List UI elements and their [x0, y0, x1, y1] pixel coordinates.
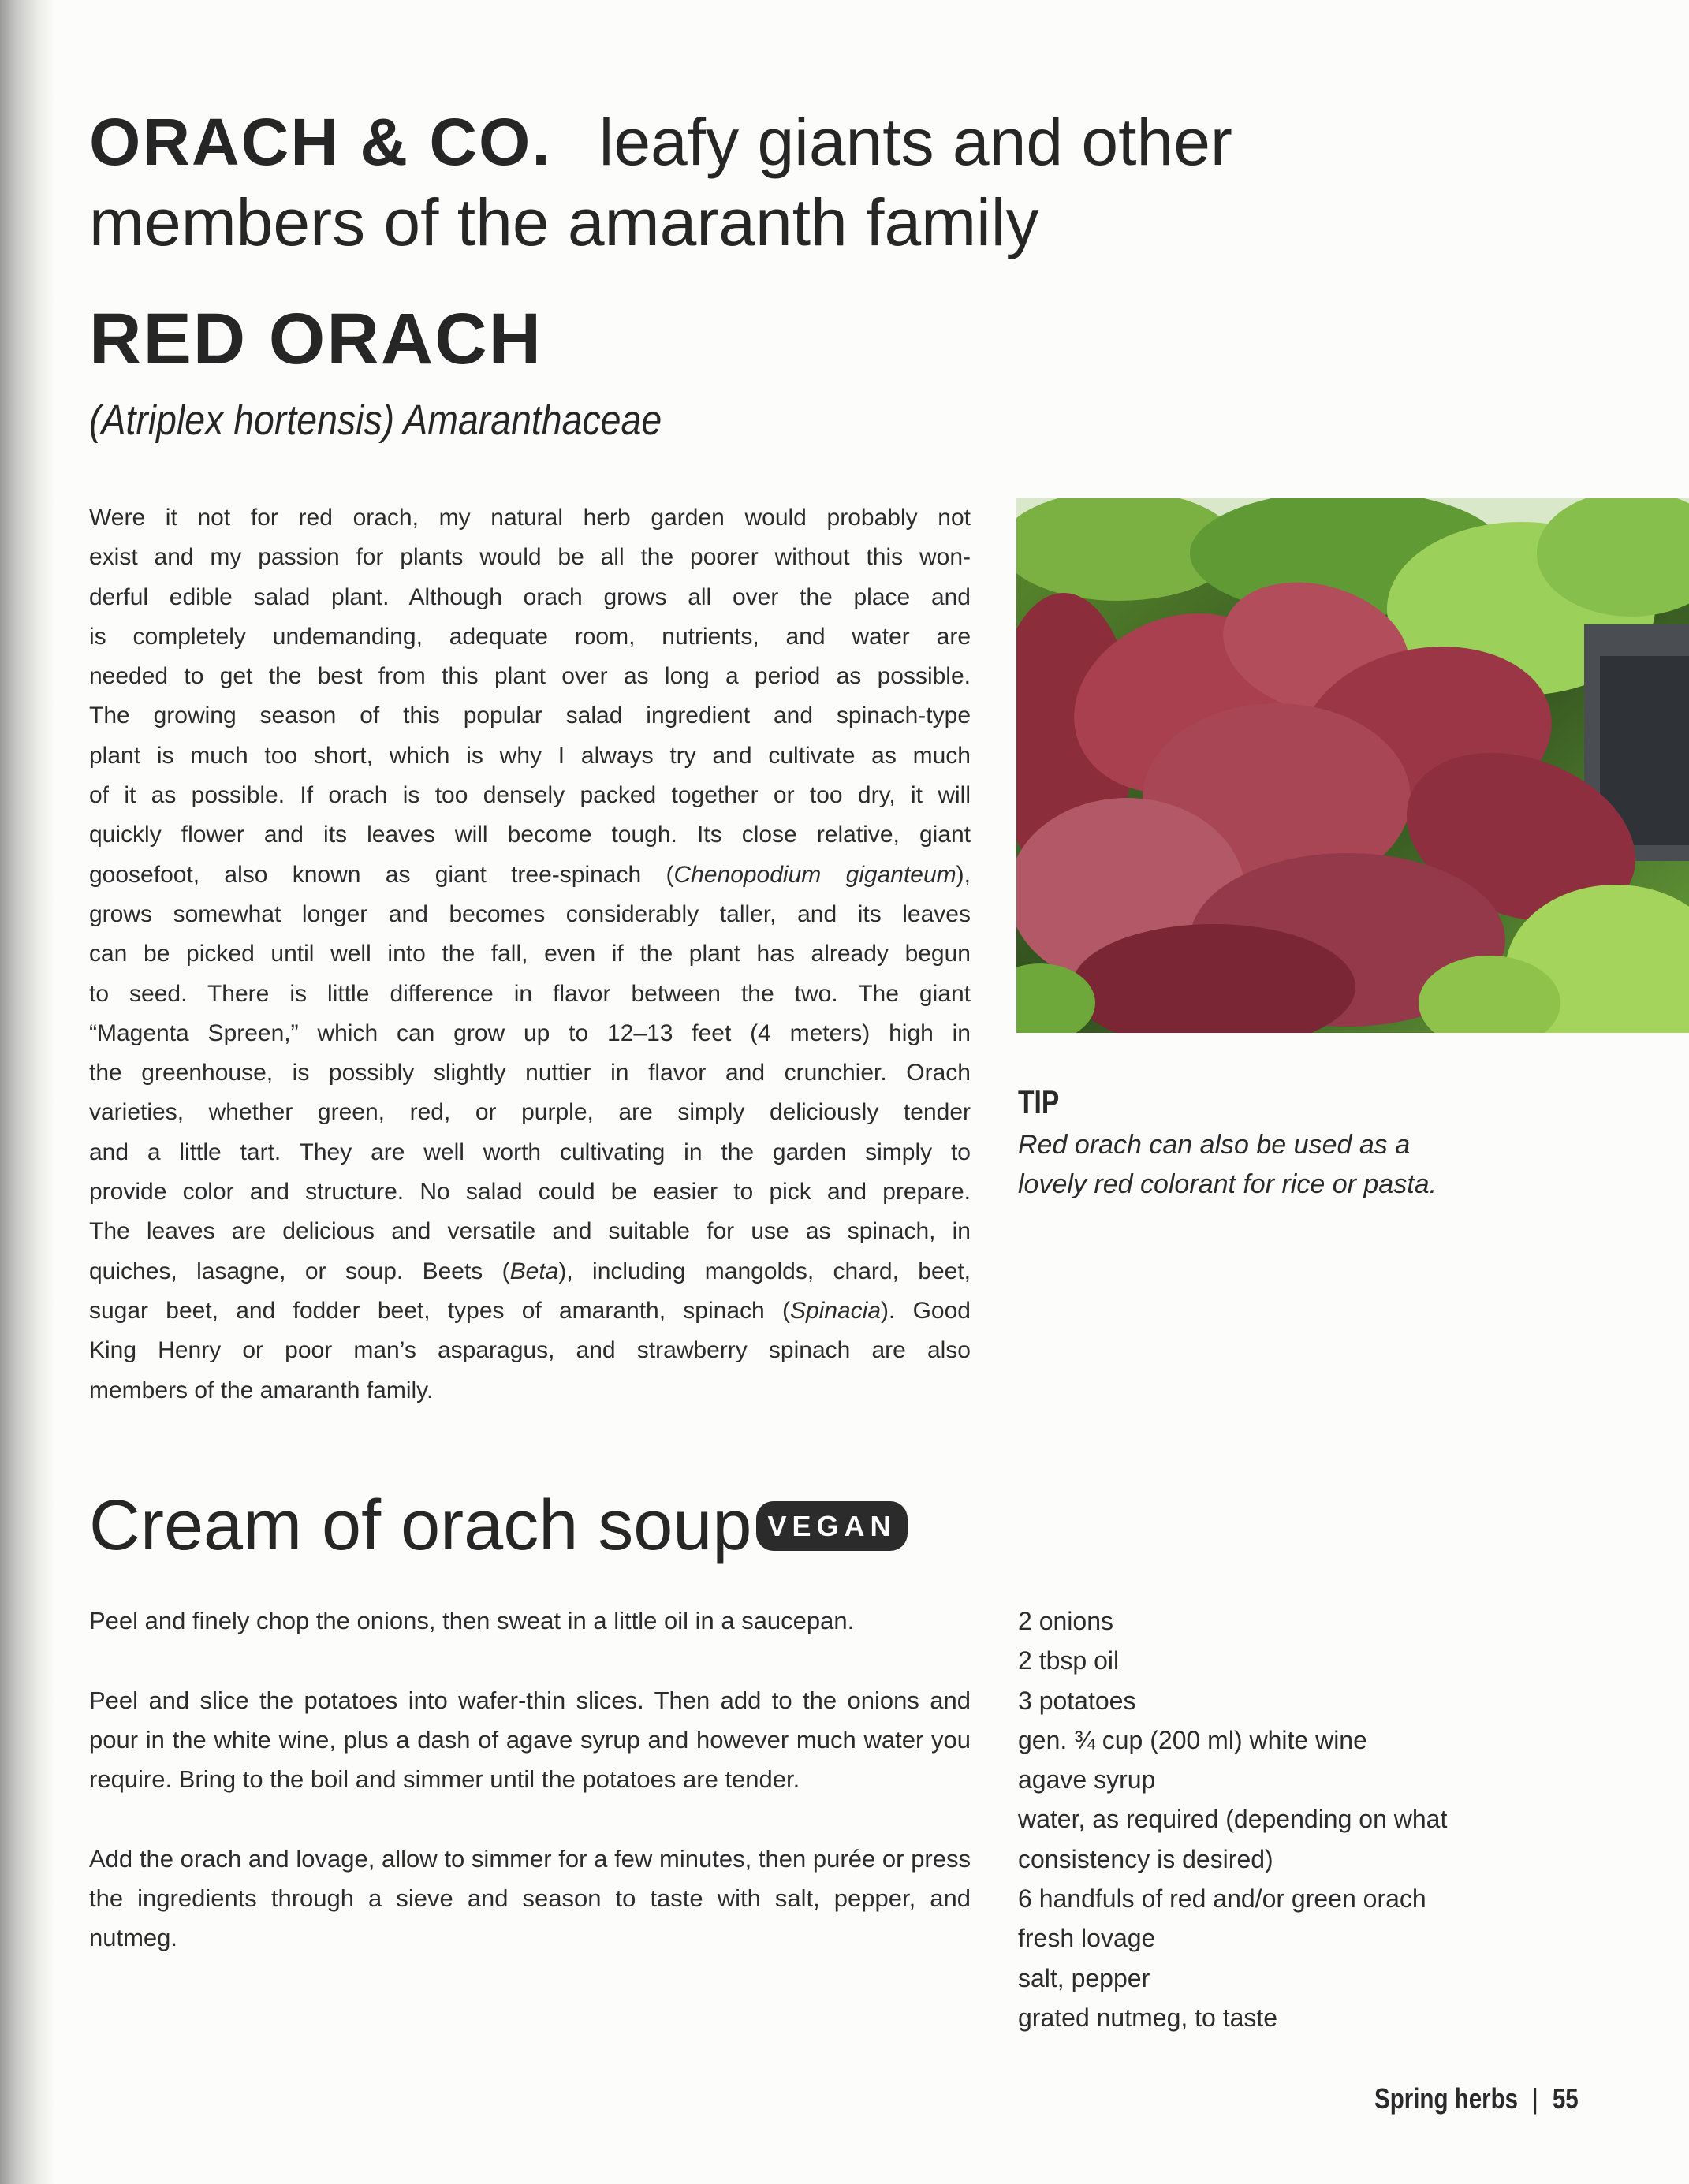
- tip-heading: TIP: [1018, 1083, 1060, 1120]
- body-text: sugar beet, and fodder beet, types of amaranth, spinach (: [89, 1297, 790, 1324]
- chapter-title-bold: ORACH & CO.: [89, 105, 552, 179]
- footer-section: Spring herbs: [1374, 2082, 1519, 2115]
- body-line: [89, 1133, 971, 1172]
- chapter-title-rest: leafy giants and other: [598, 105, 1232, 179]
- body-text: of it as possible. If orach is too densely packed together or too dry, it will: [89, 782, 971, 809]
- body-line: [89, 1371, 971, 1411]
- ingredient-item: 3 potatoes: [1018, 1686, 1136, 1715]
- recipe-title: Cream of orach soup: [89, 1486, 752, 1565]
- body-line: [89, 657, 971, 696]
- body-line: [89, 1053, 971, 1093]
- ingredient-item: consistency is desired): [1018, 1844, 1273, 1873]
- ingredient-item: gen. ¾ cup (200 ml) white wine: [1018, 1725, 1367, 1754]
- ingredient-item: salt, pepper: [1018, 1963, 1150, 1992]
- body-line: [89, 1212, 971, 1251]
- ingredient-item: 2 tbsp oil: [1018, 1646, 1120, 1675]
- chapter-title: [89, 102, 1232, 181]
- body-text: The growing season of this popular salad ingredient and spinach-type: [89, 703, 971, 729]
- body-text: exist and my passion for plants would be all the poorer without this won-: [89, 544, 971, 571]
- body-line: [89, 776, 971, 815]
- body-text: quiches, lasagne, or soup. Beets (: [89, 1258, 510, 1284]
- body-line: [89, 1172, 971, 1212]
- ingredient-list: [1018, 1601, 1447, 2037]
- chapter-title-line2: members of the amaranth family: [89, 185, 1039, 259]
- body-line: [89, 895, 971, 934]
- body-line: [89, 1331, 971, 1370]
- body-line: [89, 1252, 971, 1291]
- italic-term: Chenopodium giganteum: [673, 861, 956, 888]
- body-text: varieties, whether green, red, or purple, are simply deliciously tender: [89, 1099, 971, 1126]
- body-text: and a little tart. They are well worth cultivating in the garden simply to: [89, 1139, 971, 1165]
- body-line: [89, 736, 971, 776]
- body-text: grows somewhat longer and becomes considerably taller, and its leaves: [89, 900, 971, 927]
- body-text: quickly flower and its leaves will become tough. Its close relative, giant: [89, 822, 971, 848]
- body-line: [89, 1014, 971, 1053]
- vegan-badge: VEGAN: [756, 1501, 908, 1551]
- body-line: [89, 578, 971, 617]
- body-line: [89, 855, 971, 895]
- body-text: the greenhouse, is possibly slightly nuttier in flavor and crunchier. Orach: [89, 1060, 971, 1086]
- ingredient-item: 2 onions: [1018, 1607, 1113, 1635]
- plant-description: [89, 498, 971, 1411]
- page-number: 55: [1552, 2082, 1579, 2115]
- body-text: ),: [956, 861, 971, 888]
- method-step: Add the orach and lovage, allow to simmer for a few minutes, then purée or press the ingredients through a sieve and season to taste with salt, pepper, and nutmeg.: [89, 1844, 971, 1952]
- body-text: ), including mangolds, chard, beet,: [558, 1258, 971, 1284]
- recipe-method: [89, 1601, 971, 1998]
- body-text: can be picked until well into the fall, even if the plant has already begun: [89, 941, 971, 967]
- plant-heading: RED ORACH: [89, 299, 543, 379]
- body-text: plant is much too short, which is why I always try and cultivate as much: [89, 742, 971, 769]
- body-line: [89, 934, 971, 974]
- body-line: [89, 975, 971, 1014]
- body-line: [89, 538, 971, 577]
- body-text: goosefoot, also known as giant tree-spinach (: [89, 861, 674, 888]
- body-line: [89, 617, 971, 657]
- body-line: [89, 1093, 971, 1132]
- body-line: [89, 498, 971, 538]
- tip-line: lovely red colorant for rice or pasta.: [1018, 1168, 1437, 1199]
- footer-separator: |: [1532, 2082, 1538, 2115]
- italic-term: Beta: [509, 1258, 559, 1284]
- page-footer: [1374, 2082, 1579, 2116]
- body-text: “Magenta Spreen,” which can grow up to 12–13 feet (4 meters) high in: [89, 1019, 971, 1046]
- body-text: Were it not for red orach, my natural herb garden would probably not: [89, 505, 971, 531]
- ingredient-item: agave syrup: [1018, 1765, 1156, 1795]
- method-step: Peel and slice the potatoes into wafer-thin slices. Then add to the onions and pour in the white wine, plus a dash of agave syrup and however much water you require. Bring to the boil and simmer until the potatoes are tender.: [89, 1686, 971, 1794]
- ingredient-item: water, as required (depending on what: [1018, 1805, 1448, 1834]
- body-text: to seed. There is little difference in flavor between the two. The giant: [89, 980, 971, 1007]
- page-binding-shadow: [0, 0, 55, 2184]
- body-text: needed to get the best from this plant over as long a period as possible.: [89, 663, 971, 690]
- body-text: provide color and structure. No salad could be easier to pick and prepare.: [89, 1179, 971, 1206]
- italic-term: Spinacia: [789, 1297, 882, 1324]
- plant-latin-name: (Atriplex hortensis) Amaranthaceae: [89, 397, 662, 444]
- ingredient-item: fresh lovage: [1018, 1924, 1156, 1953]
- body-line: [89, 696, 971, 736]
- ingredient-item: grated nutmeg, to taste: [1018, 2003, 1278, 2032]
- body-text: derful edible salad plant. Although orach grows all over the place and: [89, 583, 971, 610]
- body-text: King Henry or poor man’s asparagus, and strawberry spinach are also: [89, 1337, 971, 1364]
- tip-text: [1018, 1126, 1437, 1204]
- body-text: members of the amaranth family.: [89, 1377, 434, 1403]
- body-line: [89, 815, 971, 855]
- body-line: [89, 1291, 971, 1331]
- tip-line: Red orach can also be used as a: [1018, 1130, 1411, 1160]
- red-orach-photo: [1016, 498, 1689, 1033]
- body-text: The leaves are delicious and versatile and suitable for use as spinach, in: [89, 1218, 971, 1245]
- method-step: Peel and finely chop the onions, then sweat in a little oil in a saucepan.: [89, 1607, 855, 1634]
- ingredient-item: 6 handfuls of red and/or green orach: [1018, 1884, 1426, 1914]
- body-text: ). Good: [881, 1297, 971, 1324]
- body-text: is completely undemanding, adequate room, nutrients, and water are: [89, 623, 971, 650]
